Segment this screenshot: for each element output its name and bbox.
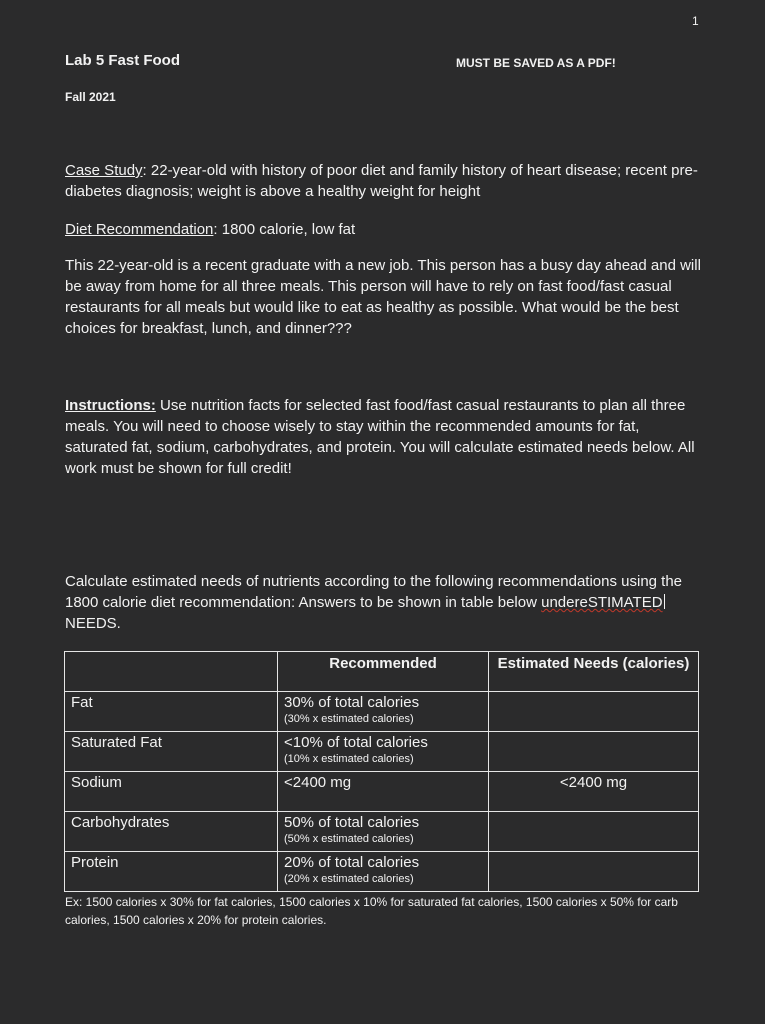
instructions-paragraph bbox=[65, 395, 705, 479]
instructions-label: Instructions: bbox=[65, 397, 156, 414]
estimated-needs-cell[interactable] bbox=[489, 812, 699, 852]
header-cell-recommended: Recommended bbox=[278, 652, 489, 692]
table-header-row bbox=[65, 652, 699, 692]
page-number: 1 bbox=[692, 14, 699, 28]
estimated-needs-cell[interactable] bbox=[489, 692, 699, 732]
nutrient-cell: Sodium bbox=[65, 772, 278, 812]
instructions-text: Use nutrition facts for selected fast food/fast casual restaurants to plan all three meals. You will need to choose wisely to stay within the recommended amounts for fat, saturated fat, sodium, carbohydrates, and protein. You will calculate estimated needs below. All work must be shown for full credit! bbox=[65, 397, 695, 477]
recommended-value: <10% of total calories bbox=[284, 734, 428, 751]
recommended-formula: (10% x estimated calories) bbox=[284, 753, 414, 765]
estimated-needs-cell[interactable] bbox=[489, 852, 699, 892]
header-cell-blank bbox=[65, 652, 278, 692]
table-row bbox=[65, 852, 699, 892]
calc-prompt-tail: NEEDS. bbox=[65, 615, 121, 632]
recommended-cell bbox=[278, 732, 489, 772]
case-study-label: Case Study bbox=[65, 162, 143, 179]
recommended-cell bbox=[278, 692, 489, 732]
text-cursor bbox=[664, 594, 665, 609]
recommended-value: 20% of total calories bbox=[284, 854, 420, 871]
misspelled-word[interactable]: undereSTIMATED bbox=[541, 594, 663, 611]
estimated-needs-cell[interactable] bbox=[489, 732, 699, 772]
scenario-paragraph: This 22-year-old is a recent graduate with a new job. This person has a busy day ahead and will be away from home for all three meals. This person will have to rely on fast food/fast casual restaurants for all meals but would like to eat as healthy as possible. What would be the best choices for breakfast, lunch, and dinner??? bbox=[65, 257, 701, 337]
example-note: Ex: 1500 calories x 30% for fat calories, 1500 calories x 10% for saturated fat calories, 1500 calories x 50% for carb calories, 1500 calories x 20% for protein calories. bbox=[65, 895, 678, 927]
diet-recommendation-paragraph bbox=[65, 219, 705, 240]
nutrient-cell: Saturated Fat bbox=[65, 732, 278, 772]
pdf-notice: MUST BE SAVED AS A PDF! bbox=[456, 56, 616, 70]
recommended-cell bbox=[278, 812, 489, 852]
document-title: Lab 5 Fast Food bbox=[65, 52, 181, 69]
recommended-formula: (50% x estimated calories) bbox=[284, 833, 414, 845]
term-label: Fall 2021 bbox=[65, 90, 116, 104]
recommended-formula: (20% x estimated calories) bbox=[284, 873, 414, 885]
table-row bbox=[65, 812, 699, 852]
diet-recommendation-label: Diet Recommendation bbox=[65, 221, 214, 238]
nutrient-cell: Protein bbox=[65, 852, 278, 892]
recommended-value: <2400 mg bbox=[284, 774, 352, 791]
table-row bbox=[65, 732, 699, 772]
recommended-cell bbox=[278, 852, 489, 892]
nutrient-cell: Fat bbox=[65, 692, 278, 732]
recommended-value: 30% of total calories bbox=[284, 694, 420, 711]
estimated-needs-cell[interactable]: <2400 mg bbox=[489, 772, 699, 812]
table-row bbox=[65, 692, 699, 732]
header-cell-estimated-needs: Estimated Needs (calories) bbox=[489, 652, 699, 692]
nutrient-needs-table bbox=[64, 651, 699, 892]
calc-prompt-text: Calculate estimated needs of nutrients according to the following recommendations using the 1800 calorie diet recommendation: Answers to be shown in table below bbox=[65, 573, 683, 611]
recommended-value: 50% of total calories bbox=[284, 814, 420, 831]
table-row bbox=[65, 772, 699, 812]
recommended-formula: (30% x estimated calories) bbox=[284, 713, 414, 725]
case-study-paragraph bbox=[65, 160, 705, 202]
recommended-cell bbox=[278, 772, 489, 812]
calculation-prompt[interactable] bbox=[65, 571, 705, 634]
nutrient-cell: Carbohydrates bbox=[65, 812, 278, 852]
case-study-text: : 22-year-old with history of poor diet and family history of heart disease; recent pre-diabetes diagnosis; weight is above a healthy weight for height bbox=[65, 162, 698, 200]
diet-recommendation-text: : 1800 calorie, low fat bbox=[213, 221, 356, 238]
